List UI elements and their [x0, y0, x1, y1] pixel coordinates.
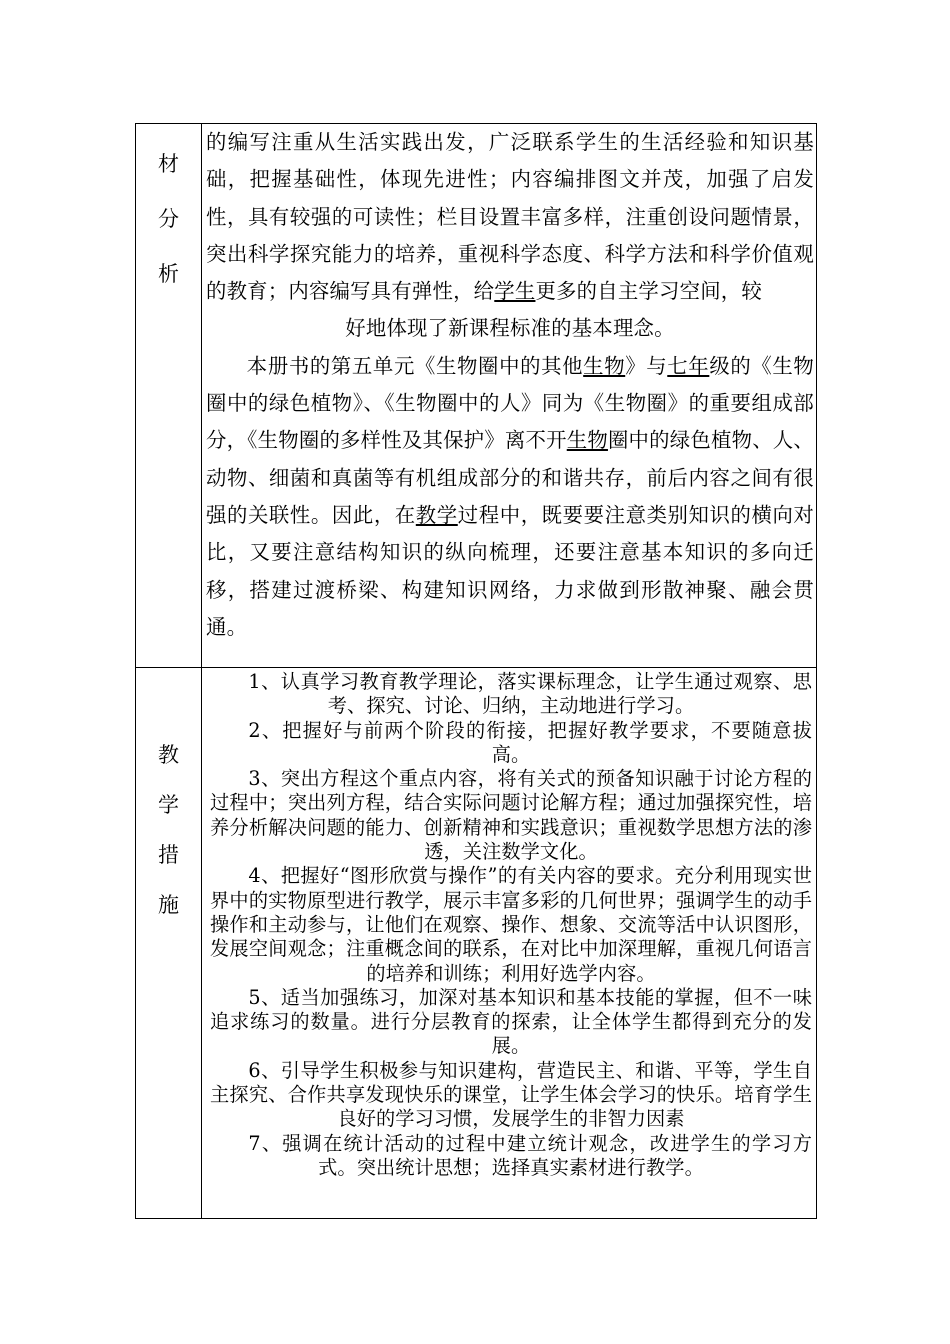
hyperlink-text[interactable]: 学生 — [494, 279, 536, 304]
text-run: 过程中，既要要注意类别知识的横向对比，又要注意结构知识的纵向梳理，还要注意基本知识的多向迁移，搭建过渡桥梁、构建知识网络，力求做到形散神聚、融会贯通。 — [206, 502, 815, 639]
text-run: 本册书的第五单元《生物圈中的其他 — [246, 353, 584, 378]
label-char: 教 — [158, 743, 179, 767]
analysis-paragraph-2 — [206, 348, 814, 646]
label-char: 施 — [158, 893, 179, 917]
label-char: 析 — [158, 262, 179, 286]
measure-item: 3、突出方程这个重点内容，将有关式的预备知识融于讨论方程的过程中；突出列方程，结合实际问题讨论解方程；通过加强探究性，培养分析解决问题的能力、创新精神和实践意识；重视数学思想方法的渗透，关注数学文化。 — [210, 767, 812, 864]
table-row — [136, 124, 817, 668]
section-label-vertical — [136, 124, 201, 319]
section-content-cell — [202, 668, 817, 1219]
hyperlink-text[interactable]: 教学 — [415, 502, 458, 527]
text-run: 圈中的绿色植物、人、动物、细菌和真菌等有机组成部分的和谐共存，前后内容之间有很强的关联性。因此，在 — [206, 428, 815, 527]
section-label-cell — [136, 668, 202, 1219]
measure-item: 2、把握好与前两个阶段的衔接，把握好教学要求，不要随意拔高。 — [248, 718, 812, 766]
hyperlink-text[interactable]: 七年 — [667, 353, 710, 378]
measures-list — [202, 668, 816, 1180]
label-char: 学 — [158, 793, 179, 817]
measure-item: 1、认真学习教育教学理论，落实课标理念，让学生通过观察、思考、探究、讨论、归纳，主动地进行学习。 — [248, 670, 812, 718]
text-run: 好地体现了新课程标准的基本理念。 — [345, 316, 675, 341]
analysis-paragraph-1 — [206, 124, 814, 310]
section-label-vertical — [136, 668, 201, 945]
label-char: 分 — [158, 207, 179, 231]
analysis-text — [202, 124, 816, 646]
label-char: 材 — [158, 152, 179, 176]
lesson-plan-table — [135, 123, 817, 1219]
measure-item: 7、强调在统计活动的过程中建立统计观念，改进学生的学习方式。突出统计思想；选择真实素材进行教学。 — [248, 1131, 812, 1179]
text-run: 更多的自主学习空间，较 — [535, 279, 762, 304]
text-run: 》与 — [625, 353, 668, 378]
measure-item: 6、引导学生积极参与知识建构，营造民主、和谐、平等，学生自主探究、合作共享发现快乐的课堂，让学生体会学习的快乐。培育学生良好的学习习惯，发展学生的非智力因素 — [210, 1058, 812, 1131]
table-row — [136, 668, 817, 1219]
hyperlink-text[interactable]: 生物 — [583, 353, 626, 378]
measure-item: 5、适当加强练习，加深对基本知识和基本技能的掌握，但不一味追求练习的数量。进行分层教育的探索，让全体学生都得到充分的发展。 — [210, 985, 812, 1058]
section-label-cell — [136, 124, 202, 668]
analysis-paragraph-1-end — [206, 310, 814, 347]
text-run: 级的《生物圈中的绿色植物》、《生物圈中的人》同为《生物圈》的重要组成部分，《生物圈的多样性及其保护》离不开 — [206, 353, 814, 453]
hyperlink-text[interactable]: 生物 — [566, 428, 608, 453]
measure-item: 4、把握好“图形欣赏与操作”的有关内容的要求。充分利用现实世界中的实物原型进行教学，展示丰富多彩的几何世界；强调学生的动手操作和主动参与，让他们在观察、操作、想象、交流等活中认识图形，发展空间观念；注重概念间的联系，在对比中加深理解，重视几何语言的培养和训练；利用好选学内容。 — [210, 864, 812, 985]
label-char: 措 — [158, 843, 179, 867]
section-content-cell — [202, 124, 817, 668]
text-run: 的编写注重从生活实践出发，广泛联系学生的生活经验和知识基础，把握基础性，体现先进性；内容编排图文并茂，加强了启发性，具有较强的可读性；栏目设置丰富多样，注重创设问题情景，突出科学探究能力的培养，重视科学态度、科学方法和科学价值观的教育；内容编写具有弹性，给 — [206, 130, 814, 304]
